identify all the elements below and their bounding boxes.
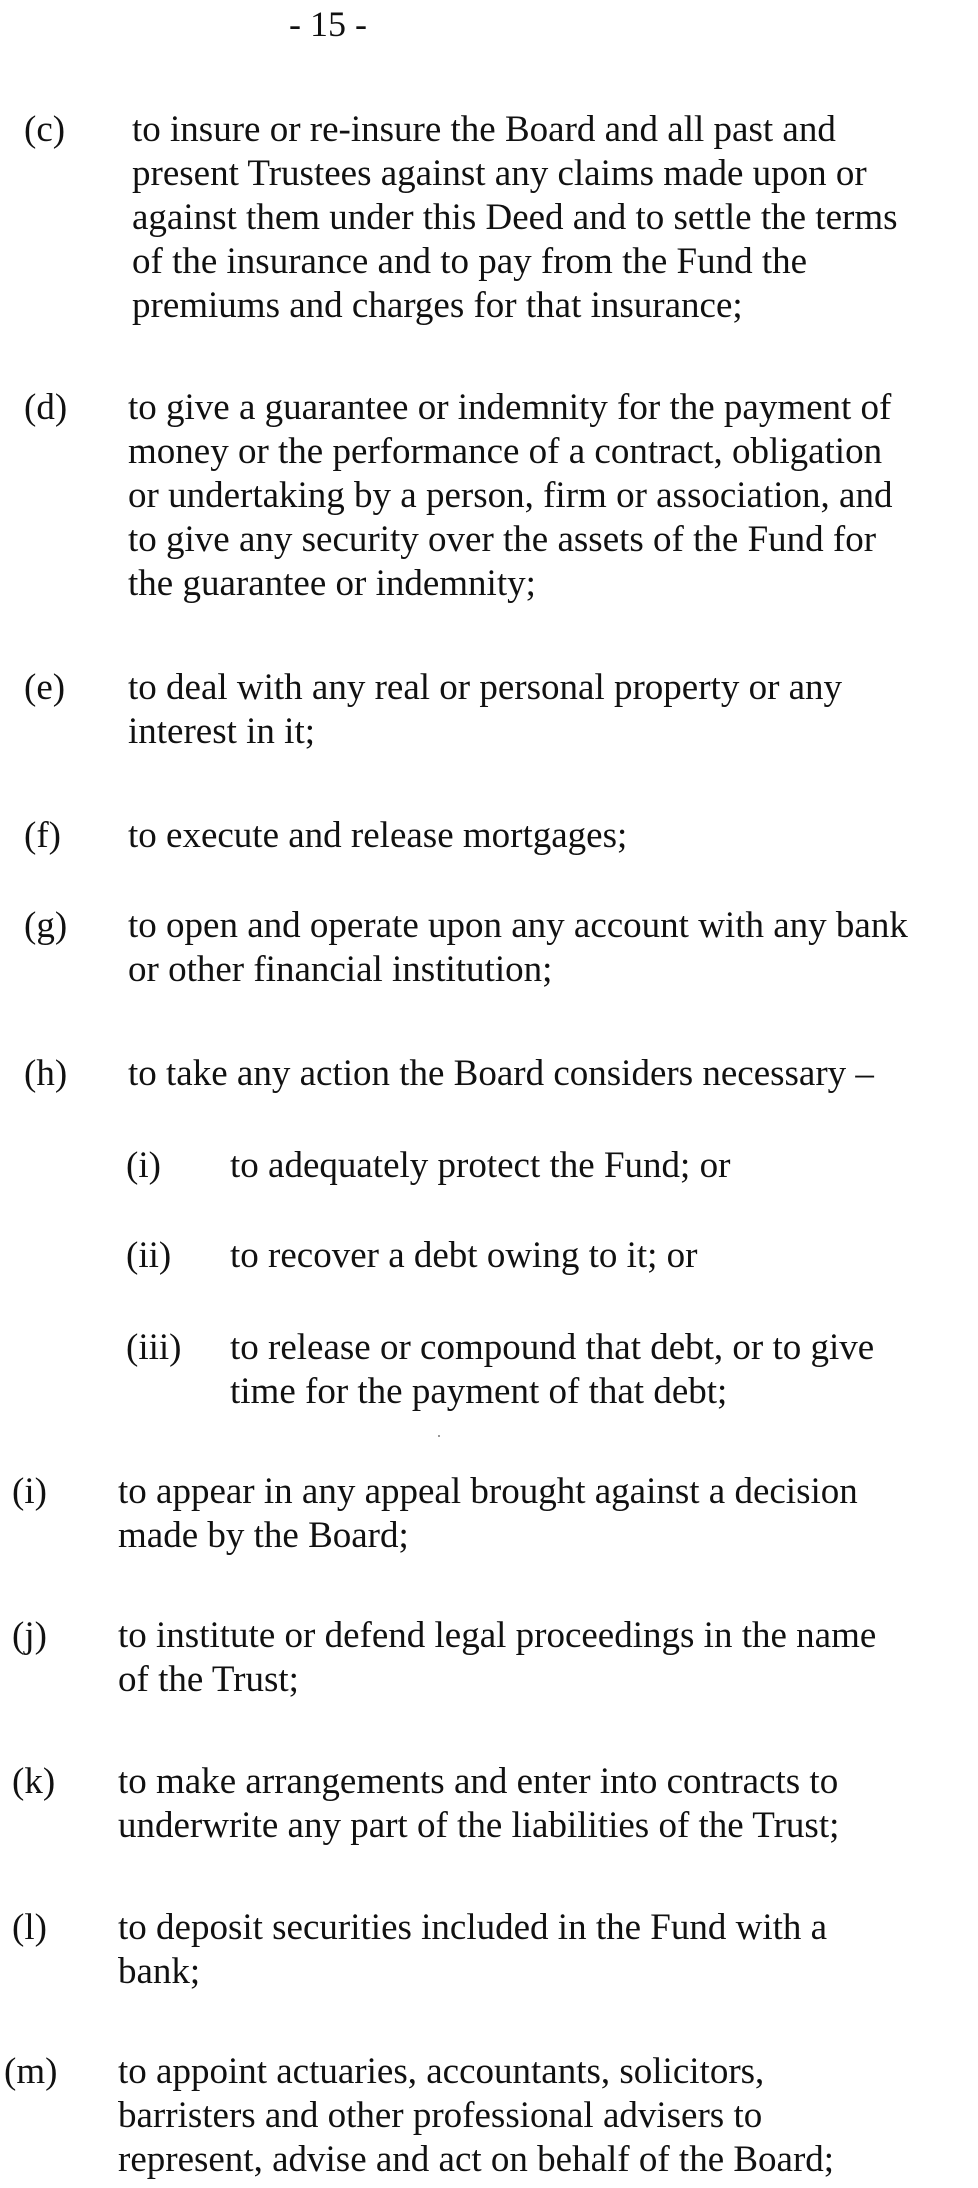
clause-text: to take any action the Board considers necessary –: [128, 1053, 874, 1094]
clause-label: (m): [4, 2051, 58, 2092]
clause-label: (j): [12, 1615, 47, 1656]
clause-label: (g): [24, 905, 68, 946]
clause-text: to deal with any real or personal property or any interest in it;: [128, 667, 843, 752]
clause-text: to make arrangements and enter into contracts to underwrite any part of the liabilities of the Trust;: [118, 1761, 840, 1846]
clause-label: (l): [12, 1907, 47, 1948]
clause-label: (ii): [126, 1235, 172, 1276]
clause-text: to give a guarantee or indemnity for the payment of money or the performance of a contract, obligation or undertaking by a person, firm or association, and to give any security over the assets of the Fund for the guarantee or indemnity;: [128, 387, 893, 604]
clause-label: (d): [24, 387, 68, 428]
clause-h: [24, 1052, 964, 1096]
clause-j: [12, 1614, 962, 1702]
clause-text: to open and operate upon any account with any bank or other financial institution;: [128, 905, 908, 990]
clause-l: [12, 1906, 962, 1994]
clause-label: (c): [24, 109, 66, 150]
clause-d: [24, 386, 964, 606]
clause-g: [24, 904, 964, 992]
clause-text: to recover a debt owing to it; or: [230, 1235, 698, 1276]
clause-label: (e): [24, 667, 66, 708]
clause-text: to appear in any appeal brought against a decision made by the Board;: [118, 1471, 858, 1556]
clause-i: [12, 1470, 962, 1558]
subclause-iii: [126, 1326, 966, 1414]
clause-label: (f): [24, 815, 61, 856]
clause-text: to insure or re-insure the Board and all past and present Trustees against any claims made upon or against them under this Deed and to settle the terms of the insurance and to pay from the Fund the premiums and charges for that insurance;: [132, 109, 898, 326]
clause-label: (i): [12, 1471, 47, 1512]
clause-text: to adequately protect the Fund; or: [230, 1145, 731, 1186]
clause-text: to execute and release mortgages;: [128, 815, 628, 856]
clause-text: to appoint actuaries, accountants, solicitors, barristers and other professional advisers to represent, advise and act on behalf of the Board;: [118, 2051, 835, 2180]
clause-text: to release or compound that debt, or to give time for the payment of that debt;: [230, 1327, 875, 1412]
clause-k: [12, 1760, 962, 1848]
clause-label: (h): [24, 1053, 68, 1094]
clause-e: [24, 666, 964, 754]
page-number: - 15 -: [289, 4, 367, 44]
subclause-ii: [126, 1234, 966, 1278]
clause-m: [4, 2050, 964, 2182]
clause-text: to deposit securities included in the Fund with a bank;: [118, 1907, 828, 1992]
subclause-i: [126, 1144, 966, 1188]
clause-text: to institute or defend legal proceedings in the name of the Trust;: [118, 1615, 877, 1700]
clause-f: [24, 814, 964, 858]
clause-label: (iii): [126, 1327, 182, 1368]
clause-label: (i): [126, 1145, 161, 1186]
clause-c: [24, 108, 964, 328]
clause-label: (k): [12, 1761, 56, 1802]
stray-mark: [438, 1435, 440, 1437]
